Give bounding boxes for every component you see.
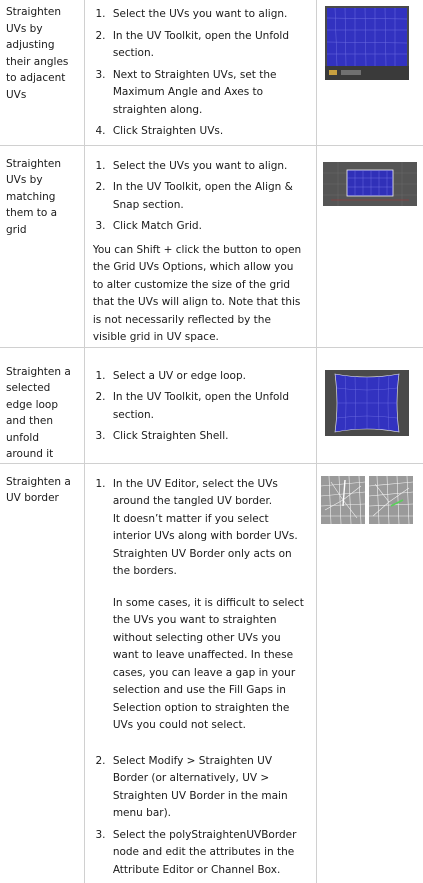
step-item: 1. Select a UV or edge loop.: [109, 368, 308, 386]
step-item: 1. Select the UVs you want to align.: [109, 158, 308, 176]
table-row-straighten-uvs: [0, 0, 423, 145]
task-text: Straighten UVs by adjusting their angles to adjacent UVs: [6, 6, 69, 101]
steps-cell: [84, 0, 316, 145]
step-item: 3. Click Straighten Shell.: [109, 428, 308, 446]
step-item: 1. Select the UVs you want to align.: [109, 6, 308, 24]
task-text: Straighten a selected edge loop and then unfold around it: [6, 365, 71, 460]
image-cell: [317, 347, 423, 463]
steps-list: [85, 476, 316, 880]
uv-shell-screenshot: [325, 6, 409, 80]
steps-cell: [84, 145, 316, 347]
step-item: 2. Select Modify > Straighten UV Border (or alternatively, UV > Straighten UV Border in the main menu bar).: [109, 753, 308, 823]
image-cell: [317, 463, 423, 883]
steps-list: [85, 158, 316, 236]
task-cell: [0, 463, 84, 883]
step-item: 3. Select the polyStraightenUVBorder node and edit the attributes in the Attribute Editor or Channel Box.: [109, 827, 308, 880]
straighten-shell-screenshot: [325, 370, 409, 436]
step-item: 3. Click Match Grid.: [109, 218, 308, 236]
image-cell: [317, 0, 423, 145]
task-cell: [0, 145, 84, 347]
steps-list: [85, 6, 316, 141]
step-item: [109, 476, 308, 749]
table-row-match-grid: [0, 145, 423, 347]
uv-border-before-screenshot: [321, 476, 365, 524]
steps-cell: [84, 347, 316, 463]
step-item: 2. In the UV Toolkit, open the Unfold section.: [109, 389, 308, 424]
step-subnote: It doesn’t matter if you select interior UVs along with border UVs. Straighten UV Border only acts on the borders.: [112, 512, 298, 577]
task-text: Straighten a UV border: [6, 475, 71, 504]
match-grid-screenshot: [323, 162, 417, 206]
step-subnote: In some cases, it is difficult to select the UVs you want to straighten without selecting other UVs you want to leave unaffected. In these cases, you can leave a gap in your selection and use the Fill Gaps in Selection option to straighten the UVs you could not select.: [112, 596, 304, 731]
step-item: 2. In the UV Toolkit, open the Unfold section.: [109, 28, 308, 63]
grid-options-note: You can Shift + click the button to open the Grid UVs Options, which allow you to alter customize the size of the grid that the UVs will align to. Note that this is not necessarily reflected by the visible grid in UV space.: [92, 243, 302, 343]
step-item: 2. In the UV Toolkit, open the Align & Snap section.: [109, 179, 308, 214]
image-cell: [317, 145, 423, 347]
table-row-straighten-shell: [0, 347, 423, 463]
task-cell: [0, 0, 84, 145]
steps-cell: [84, 463, 316, 883]
task-cell: [0, 347, 84, 463]
table-row-straighten-border: [0, 463, 423, 883]
step-item: 3. Next to Straighten UVs, set the Maximum Angle and Axes to straighten along.: [109, 67, 308, 120]
step-text: 1. In the UV Editor, select the UVs around the tangled UV border.: [112, 477, 278, 507]
steps-list: [85, 368, 316, 446]
step-item: 4. Click Straighten UVs.: [109, 123, 308, 141]
uv-border-after-screenshot: [369, 476, 413, 524]
task-text: Straighten UVs by matching them to a grid: [6, 157, 62, 236]
